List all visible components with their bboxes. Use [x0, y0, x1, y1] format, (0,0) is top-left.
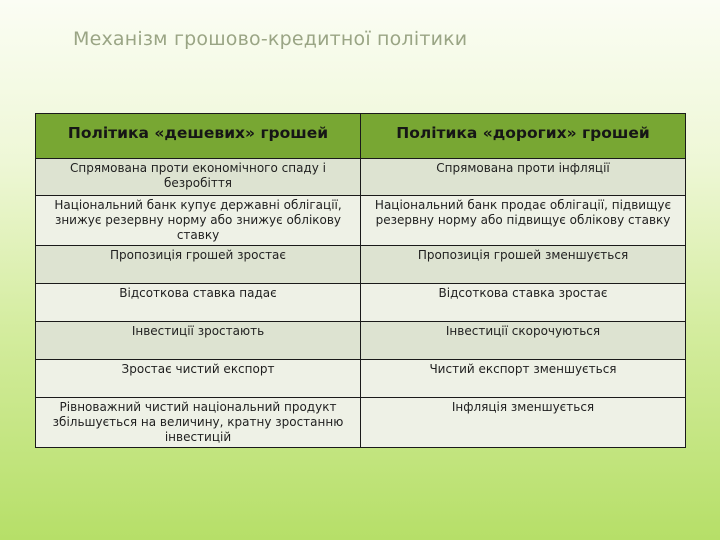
table-cell: Інвестиції зростають	[36, 322, 361, 360]
table-cell: Відсоткова ставка падає	[36, 284, 361, 322]
slide-title: Механізм грошово-кредитної політики	[73, 28, 468, 50]
table-row	[36, 360, 686, 398]
table-cell: Зростає чистий експорт	[36, 360, 361, 398]
table-cell: Спрямована проти економічного спаду і безробіття	[36, 159, 361, 196]
table-row	[36, 159, 686, 196]
table-cell: Інфляція зменшується	[361, 398, 686, 448]
table-row	[36, 284, 686, 322]
policy-comparison-table	[35, 113, 686, 448]
table-row	[36, 246, 686, 284]
header-cheap-money: Політика «дешевих» грошей	[36, 114, 361, 159]
table-cell: Національний банк купує державні облігації, знижує резервну норму або знижує облікову ставку	[36, 196, 361, 246]
table-cell: Інвестиції скорочуються	[361, 322, 686, 360]
table-cell: Національний банк продає облігації, підвищує резервну норму або підвищує облікову ставку	[361, 196, 686, 246]
header-dear-money: Політика «дорогих» грошей	[361, 114, 686, 159]
table-row	[36, 322, 686, 360]
table-header-row	[36, 114, 686, 159]
table-cell: Пропозиція грошей зменшується	[361, 246, 686, 284]
table-cell: Чистий експорт зменшується	[361, 360, 686, 398]
table-row	[36, 398, 686, 448]
table-cell: Відсоткова ставка зростає	[361, 284, 686, 322]
table-cell: Рівноважний чистий національний продукт збільшується на величину, кратну зростанню інвестицій	[36, 398, 361, 448]
table-cell: Спрямована проти інфляції	[361, 159, 686, 196]
table-cell: Пропозиція грошей зростає	[36, 246, 361, 284]
table-row	[36, 196, 686, 246]
